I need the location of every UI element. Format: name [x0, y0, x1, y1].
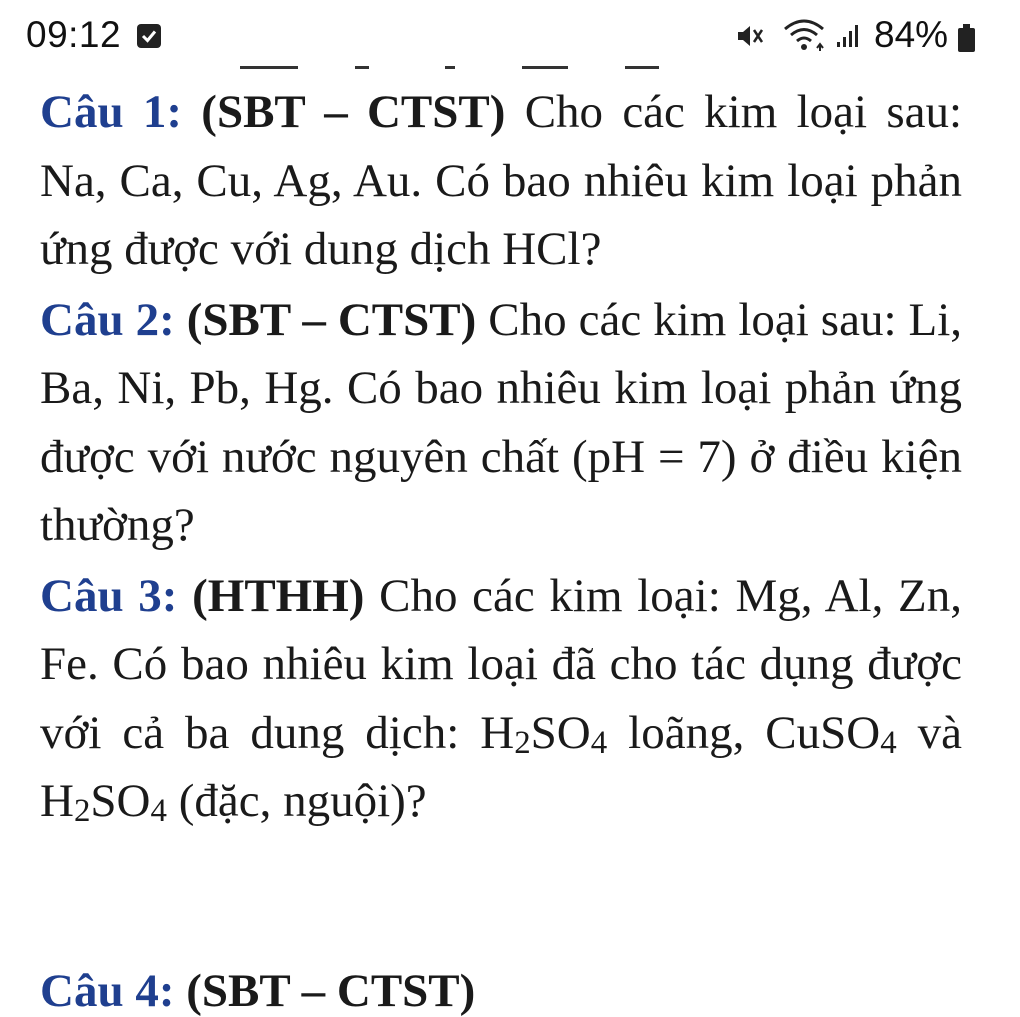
wifi-icon [783, 18, 827, 57]
question-source: (SBT – CTST) [186, 293, 477, 346]
question-text: Cho các kim loại sau: Na, Ca, Cu, Ag, Au. Có bao nhiêu kim loại phản ứng được với dung dịch HCl? [40, 86, 963, 275]
cut-off-next-question [0, 962, 1020, 1017]
question-list [40, 78, 962, 838]
question-text: loãng, CuSO [628, 706, 881, 759]
mute-icon [735, 22, 765, 55]
question-2 [40, 286, 962, 560]
question-text: Cho các kim loại sau: Li, Ba, Ni, Pb, Hg. Có bao nhiêu kim loại phản ứng được với nước nguyên chất (pH = 7) ở điều kiện thường? [40, 293, 963, 551]
question-label: Câu 3: [40, 569, 178, 622]
formula-subscript: 4 [880, 724, 897, 761]
signal-icon [836, 24, 862, 53]
battery-percentage: 84% [874, 14, 949, 55]
formula-h2so4: $H_2SO_4$ [480, 706, 608, 761]
question-label: Câu 1: [40, 86, 183, 138]
question-label: Câu 4: [40, 965, 175, 1017]
question-1 [40, 78, 962, 284]
battery-icon [958, 28, 975, 52]
formula-h2so4: $H_2SO_4$ [40, 775, 167, 829]
cut-off-previous-line [0, 60, 1020, 72]
question-source: (SBT – CTST) [201, 86, 506, 138]
question-text: và [917, 706, 962, 759]
question-source: (HTHH) [192, 569, 365, 622]
question-3 [40, 562, 962, 836]
question-source: (SBT – CTST) [186, 965, 476, 1017]
question-label: Câu 2: [40, 293, 175, 346]
question-text: Cho các kim loại: Mg, Al, Zn, Fe. Có bao nhiêu kim loại đã cho tác dụng được với cả ba dung dịch: [40, 569, 962, 759]
status-time: 09:12 [26, 14, 122, 55]
question-text: (đặc, nguội)? [178, 775, 427, 827]
checkbox-notification-icon [137, 24, 161, 48]
